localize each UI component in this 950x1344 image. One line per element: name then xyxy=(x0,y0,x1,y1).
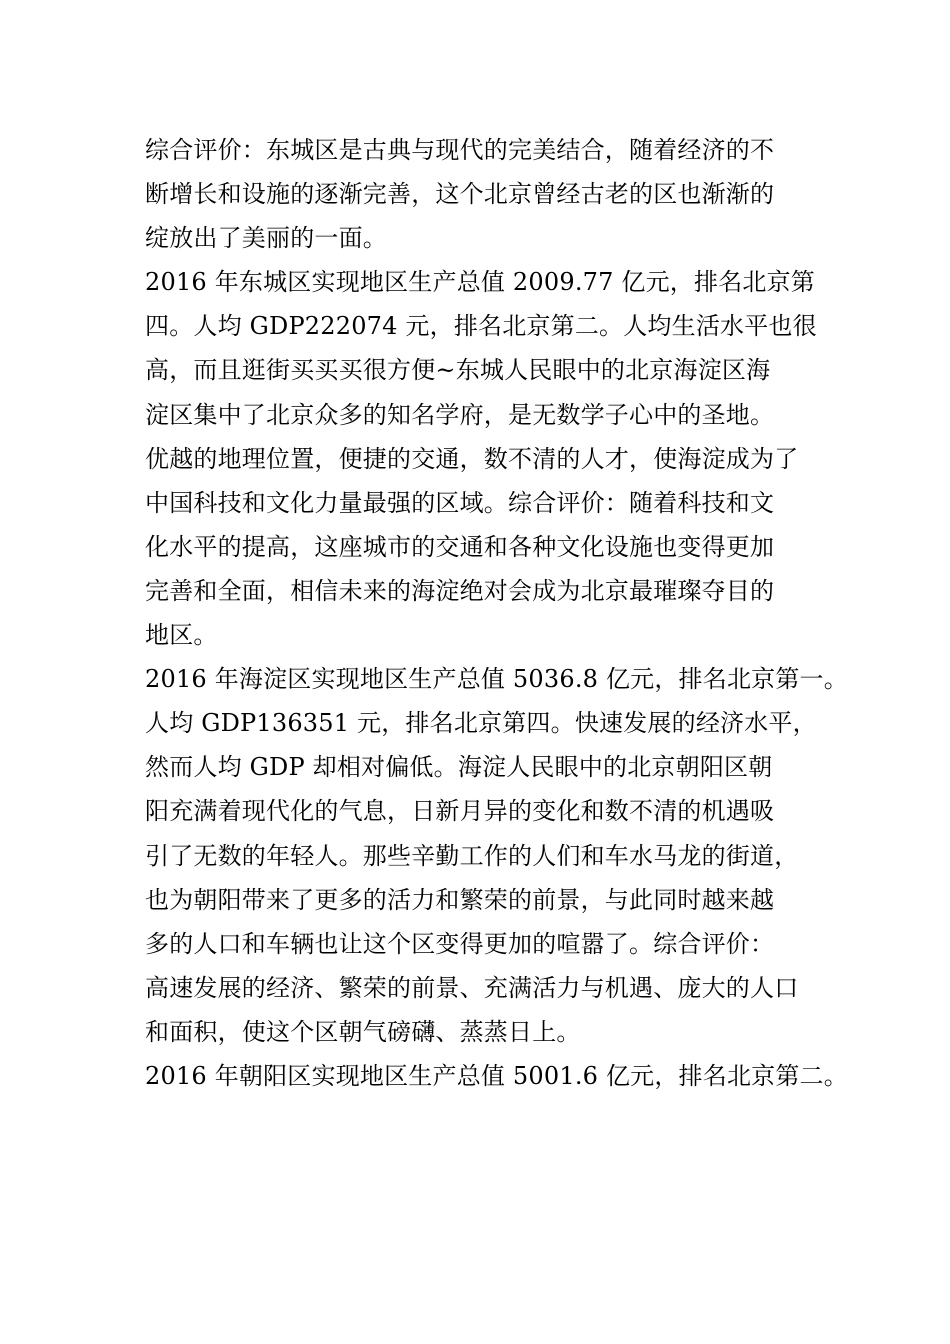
text-line: 淀区集中了北京众多的知名学府，是无数学子心中的圣地。 xyxy=(145,400,775,429)
text-line: 引了无数的年轻人。那些辛勤工作的人们和车水马龙的街道， xyxy=(145,841,799,870)
body-text xyxy=(145,128,848,1098)
text-line: 综合评价：东城区是古典与现代的完美结合，随着经济的不 xyxy=(145,136,775,164)
text-line: 和面积，使这个区朝气磅礴、蒸蒸日上。 xyxy=(145,1017,581,1046)
text-line: 四。人均 GDP222074 元，排名北京第二。人均生活水平也很 xyxy=(145,312,817,341)
text-line: 2016 年朝阳区实现地区生产总值 5001.6 亿元，排名北京第二。 xyxy=(145,1061,848,1090)
text-line: 2016 年海淀区实现地区生产总值 5036.8 亿元，排名北京第一。 xyxy=(145,665,848,694)
text-line: 高，而且逛街买买买很方便~东城人民眼中的北京海淀区海 xyxy=(145,356,771,385)
text-line: 断增长和设施的逐渐完善，这个北京曾经古老的区也渐渐的 xyxy=(145,180,775,209)
text-line: 高速发展的经济、繁荣的前景、充满活力与机遇、庞大的人口 xyxy=(145,973,799,1002)
text-line: 中国科技和文化力量最强的区域。综合评价：随着科技和文 xyxy=(145,488,775,517)
text-line: 绽放出了美丽的一面。 xyxy=(145,224,387,253)
text-line: 地区。 xyxy=(145,621,218,650)
text-line: 2016 年东城区实现地区生产总值 2009.77 亿元，排名北京第 xyxy=(145,268,816,297)
text-line: 化水平的提高，这座城市的交通和各种文化设施也变得更加 xyxy=(145,532,775,561)
text-line: 也为朝阳带来了更多的活力和繁荣的前景，与此同时越来越 xyxy=(145,885,775,914)
text-line: 然而人均 GDP 却相对偏低。海淀人民眼中的北京朝阳区朝 xyxy=(145,753,773,782)
text-line: 人均 GDP136351 元，排名北京第四。快速发展的经济水平， xyxy=(145,709,817,738)
text-line: 完善和全面，相信未来的海淀绝对会成为北京最璀璨夺目的 xyxy=(145,576,775,605)
text-line: 多的人口和车辆也让这个区变得更加的喧嚣了。综合评价： xyxy=(145,929,775,958)
text-line: 阳充满着现代化的气息，日新月异的变化和数不清的机遇吸 xyxy=(145,797,775,826)
text-line: 优越的地理位置，便捷的交通，数不清的人才，使海淀成为了 xyxy=(145,444,799,473)
